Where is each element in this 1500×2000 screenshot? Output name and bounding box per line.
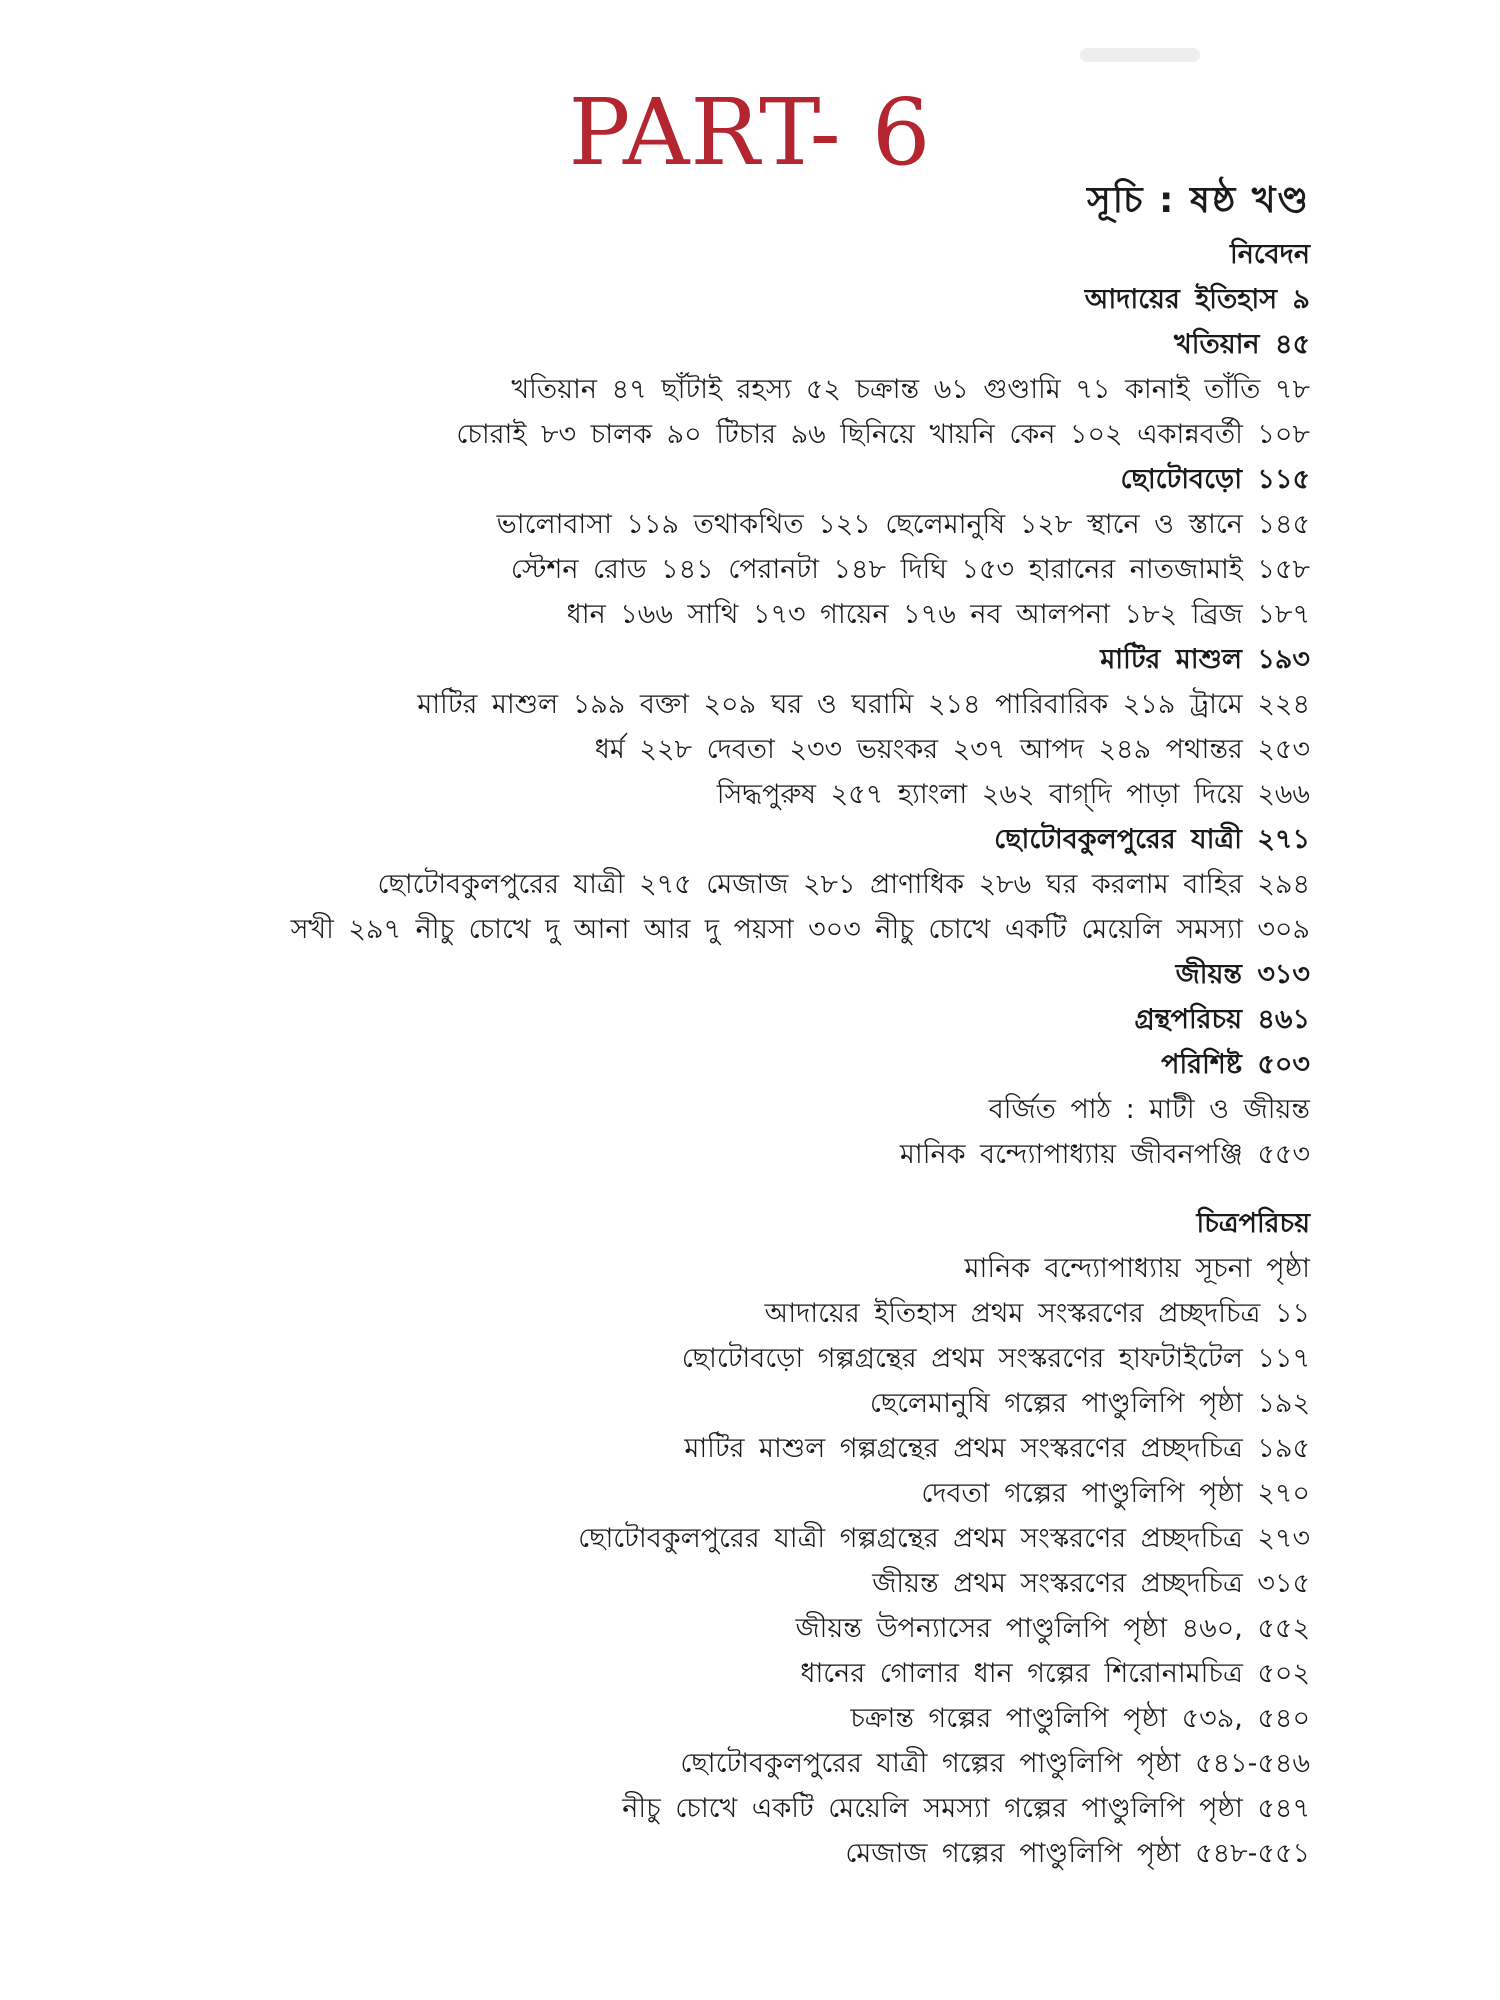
illustration-entry: জীয়ন্ত উপন্যাসের পাণ্ডুলিপি পৃষ্ঠা ৪৬০, ৫৫২: [795, 1613, 1310, 1644]
toc-entry-line: খতিয়ান ৪৭ ছাঁটাই রহস্য ৫২ চক্রান্ত ৬১ গুণ্ডামি ৭১ কানাই তাঁতি ৭৮: [511, 374, 1310, 405]
illustration-entry: চক্রান্ত গল্পের পাণ্ডুলিপি পৃষ্ঠা ৫৩৯, ৫৪০: [850, 1703, 1310, 1734]
toc-entry-line: বর্জিত পাঠ : মাটী ও জীয়ন্ত: [988, 1094, 1310, 1125]
illustration-entry: মেজাজ গল্পের পাণ্ডুলিপি পৃষ্ঠা ৫৪৮-৫৫১: [845, 1838, 1310, 1869]
toc-lines: [150, 232, 1310, 1177]
illustration-entry: আদায়ের ইতিহাস প্রথম সংস্করণের প্রচ্ছদচিত্র ১১: [764, 1298, 1310, 1329]
toc-section-heading: নিবেদন: [1229, 239, 1310, 270]
toc-section-heading: পরিশিষ্ট ৫০৩: [1161, 1049, 1310, 1080]
illustration-entry: মাটির মাশুল গল্পগ্রন্থের প্রথম সংস্করণের প্রচ্ছদচিত্র ১৯৫: [684, 1433, 1310, 1464]
toc-section-heading: গ্রন্থপরিচয় ৪৬১: [1134, 1004, 1310, 1035]
toc-entry-line: স্টেশন রোড ১৪১ পেরানটা ১৪৮ দিঘি ১৫৩ হারানের নাতজামাই ১৫৮: [510, 554, 1310, 585]
illustration-entry: ছোটোবড়ো গল্পগ্রন্থের প্রথম সংস্করণের হাফটাইটেল ১১৭: [681, 1343, 1310, 1374]
toc-heading: সূচি : ষষ্ঠ খণ্ড: [1087, 180, 1310, 221]
toc-entry-line: সখী ২৯৭ নীচু চোখে দু আনা আর দু পয়সা ৩০৩ নীচু চোখে একটি মেয়েলি সমস্যা ৩০৯: [290, 914, 1310, 945]
toc-section-heading: খতিয়ান ৪৫: [1173, 329, 1310, 360]
toc-section-heading: আদায়ের ইতিহাস ৯: [1084, 284, 1310, 315]
toc-section-heading: মাটির মাশুল ১৯৩: [1100, 644, 1310, 675]
illustrations-list: [150, 1246, 1310, 1876]
toc-entry-line: চোরাই ৮৩ চালক ৯০ টিচার ৯৬ ছিনিয়ে খায়নি কেন ১০২ একান্নবর্তী ১০৮: [456, 419, 1310, 450]
toc-section-heading: ছোটোবড়ো ১১৫: [1120, 464, 1310, 495]
toc-entry-line: ভালোবাসা ১১৯ তথাকথিত ১২১ ছেলেমানুষি ১২৮ স্থানে ও স্তানে ১৪৫: [496, 509, 1310, 540]
toc-entry-line: ধর্ম ২২৮ দেবতা ২৩৩ ভয়ংকর ২৩৭ আপদ ২৪৯ পথান্তর ২৫৩: [594, 734, 1310, 765]
illustration-entry: নীচু চোখে একটি মেয়েলি সমস্যা গল্পের পাণ্ডুলিপি পৃষ্ঠা ৫৪৭: [622, 1793, 1310, 1824]
table-of-contents: [150, 170, 1310, 1876]
illustration-entry: জীয়ন্ত প্রথম সংস্করণের প্রচ্ছদচিত্র ৩১৫: [872, 1568, 1310, 1599]
section-gap: [150, 1177, 1310, 1201]
illustrations-heading: চিত্রপরিচয়: [1196, 1208, 1310, 1239]
toc-section-heading: জীয়ন্ত ৩১৩: [1175, 959, 1310, 990]
toc-entry-line: মাটির মাশুল ১৯৯ বক্তা ২০৯ ঘর ও ঘরামি ২১৪ পারিবারিক ২১৯ ট্রামে ২২৪: [417, 689, 1310, 720]
toc-entry-line: ছোটোবকুলপুরের যাত্রী ২৭৫ মেজাজ ২৮১ প্রাণাধিক ২৮৬ ঘর করলাম বাহির ২৯৪: [377, 869, 1310, 900]
toc-entry-line: মানিক বন্দ্যোপাধ্যায় জীবনপঞ্জি ৫৫৩: [899, 1139, 1310, 1170]
toc-entry-line: ধান ১৬৬ সাথি ১৭৩ গায়েন ১৭৬ নব আলপনা ১৮২ ব্রিজ ১৮৭: [566, 599, 1310, 630]
illustration-entry: ধানের গোলার ধান গল্পের শিরোনামচিত্র ৫০২: [800, 1658, 1310, 1689]
page-title: PART- 6: [568, 79, 932, 186]
illustration-entry: ছোটোবকুলপুরের যাত্রী গল্পগ্রন্থের প্রথম সংস্করণের প্রচ্ছদচিত্র ২৭৩: [578, 1523, 1310, 1554]
illustration-entry: ছোটোবকুলপুরের যাত্রী গল্পের পাণ্ডুলিপি পৃষ্ঠা ৫৪১-৫৪৬: [680, 1748, 1310, 1779]
illustration-entry: ছেলেমানুষি গল্পের পাণ্ডুলিপি পৃষ্ঠা ১৯২: [869, 1388, 1310, 1419]
toc-entry-line: সিদ্ধপুরুষ ২৫৭ হ্যাংলা ২৬২ বাগ্‌দি পাড়া দিয়ে ২৬৬: [716, 779, 1310, 810]
scan-smudge: [1080, 48, 1200, 62]
illustration-entry: মানিক বন্দ্যোপাধ্যায় সূচনা পৃষ্ঠা: [964, 1253, 1310, 1284]
illustration-entry: দেবতা গল্পের পাণ্ডুলিপি পৃষ্ঠা ২৭০: [921, 1478, 1310, 1509]
toc-section-heading: ছোটোবকুলপুরের যাত্রী ২৭১: [994, 824, 1310, 855]
